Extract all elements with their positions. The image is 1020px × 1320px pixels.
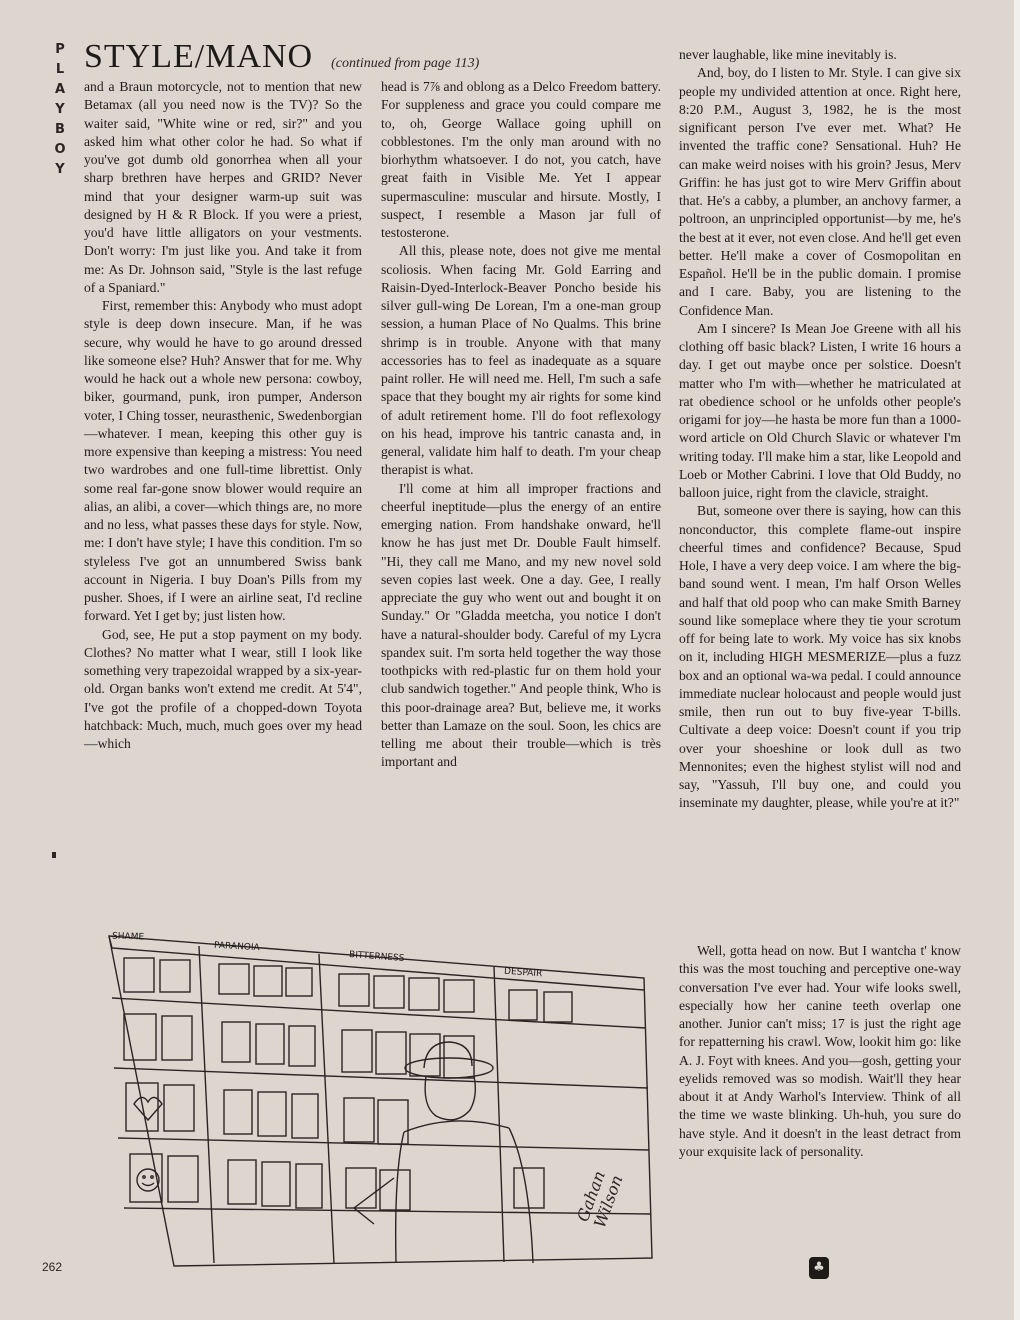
arm [354, 1178, 394, 1224]
paragraph: God, see, He put a stop payment on my body. Clothes? No matter what I wear, still I look like something very trapezoidal wrapped by a six-year-old. Organ banks won't extend me credit. At 5'4", I've got the profile of a chopped-down Toyota hatchback: Much, much, much goes over my head—which [84, 626, 362, 751]
margin-tick [52, 852, 56, 858]
paragraph: All this, please note, does not give me mental scoliosis. When facing Mr. Gold Earring and Raisin-Dyed-Interlock-Beaver Poncho beside his silver gull-wing De Lorean, I'm a one-man group session, a human Place of No Qualms. This brine shrimp is in trouble. Anyone with that many accessories has to feel as inadequate as a square paint roller. He will need me. Hell, I'm such a safe space that they bought my air rights for some kind of adult retirement home. I'll do foot reflexology on his head, improve his tantric canasta and, in general, validate him half to death. I'm your cheap therapist is what. [381, 243, 661, 478]
paragraph: I'll come at him all improper fractions and cheerful ineptitude—plus the energy of an entire emerging nation. From handshake onward, he'll know he has just met Dr. Double Fault himself. "Hi, they call me Mano, and my new novel sold seven copies last week. One a day. Gee, I really appreciate the guy who went out and bought it on Sunday." Or "Gladda meetcha, you notice I don't have a natural-shoulder body. Careful of my Lycra spandex suit. I'm sorta held together the way those toothpicks with red-plastic fur on them hold your club sandwich together." And people think, Who is this poor-drainage area? But, believe me, it works better than Lamaze on the soul. Soon, les chics are telling me about their trouble—which is très important and [381, 480, 661, 770]
paragraph: Am I sincere? Is Mean Joe Greene with all his clothing off basic black? Listen, I write 16 hours a day. I get out maybe once per solstice. Doesn't matter who I'm with—whether he matriculated at rat obedience school or he unfolds other people's origami for joy—he hasta be more fun than a 1000-word article on Old Church Slavic or whatever I'm writing today. I'll make him a star, like Leopold and Loeb or Mother Cabrini. I love that Old Buddy, no balloon juice, right from the clavicle, straight. [679, 320, 961, 500]
article-header [84, 38, 479, 82]
side-title-letter: B [55, 122, 65, 137]
paragraph: never laughable, like mine inevitably is. [679, 47, 897, 62]
coat [396, 1128, 533, 1263]
end-mark-icon: ♣ [809, 1257, 829, 1279]
article-title: STYLE/MANO [84, 38, 314, 75]
text-column-3 [679, 46, 961, 813]
shelf-board [124, 1208, 650, 1214]
cartoon-sign-2: PARANOIA [213, 940, 260, 954]
shelf-divider [319, 954, 334, 1264]
side-title-letter: Y [55, 102, 65, 117]
paragraph: and a Braun motorcycle, not to mention that new Betamax (all you need now is the TV)? So the waiter said, "White wine or red, sir?" and you asked him what other color he had. So what if you've got dumb old gonorrhea when all your sharp brethren have herpes and GRID? Never mind that your designer warm-up suit was designed by H & R Block. If you were a priest, you'd have little alligators on your vestments. Don't worry: I'm just like you. And take it from me: As Dr. Johnson said, "Style is the last refuge of a Spaniard." [84, 79, 362, 295]
cartoon-sign-1: SHAME [111, 931, 145, 943]
text-column-3-continued [679, 942, 961, 1161]
paragraph: Well, gotta head on now. But I wantcha t' know this was the most touching and perceptive one-way conversation I've ever had. Your wife looks swell, especially how her canine teeth overlap one another. Junior can't miss; 17 is just the right age for repatterning his crawl. Wow, lookit him go: like A. J. Foyt with knees. And you—gosh, getting your eyelids removed was so modish. Wait'll they hear about it at Andy Warhol's Interview. Think of all the time we waste blinking. Uh-huh, you sure do have style. And it doesn't in the least detract from your exquisite lack of personality. [679, 943, 961, 1159]
cartoonist-signature: Gahan Wilson [573, 1168, 627, 1231]
text-column-1 [84, 78, 362, 753]
page-number: 262 [42, 1260, 63, 1274]
hat-brim [405, 1058, 493, 1078]
shelf-drawing [104, 918, 664, 1278]
cartoon-sign-4: DESPAIR [503, 966, 543, 980]
side-title-letter: A [54, 82, 66, 97]
continued-note: (continued from page 113) [331, 56, 480, 71]
paragraph: head is 7⅞ and oblong as a Delco Freedom battery. For suppleness and grace you could compare me to, oh, George Wallace going uphill on cobblestones. I'm the only man around with no biorhythm whatsoever. I do not, you catch, have great faith in Visible Me. Yet I appear supermasculine: muscular and hirsute. Mostly, I suspect, I resemble a Mason jar full of testosterone. [381, 79, 661, 240]
head [425, 1076, 475, 1120]
side-title-letter: L [55, 62, 65, 77]
side-title-letter: O [54, 142, 66, 157]
shelf-divider [199, 946, 214, 1263]
hat-crown [424, 1042, 472, 1068]
paragraph: But, someone over there is saying, how can this nonconductor, this complete flame-out inspire cheerful times and confidence? Because, Spud Hole, I have a very deep voice. I am where the big-band sound went. I mean, I'm half Orson Welles and half that old poop who can make Smith Barney sound like someplace where they tie your scrotum off for being late to work. My voice has six knobs on it, including HIGH MESMERIZE—plus a fuzz box and an optional wa-wa pedal. I could announce immediate nuclear holocaust and people would just smile, then run out to buy five-year T-bills. Cultivate a deep voice: Doesn't count if you trip over your shoeshine or look dull as two Mennonites; even the highest stylist will nod and say, "Yassuh, I'll buy one, and could you inseminate my daughter, please, while you're at it?" [679, 503, 961, 811]
page-edge [1014, 0, 1020, 1320]
paragraph: First, remember this: Anybody who must adopt style is deep down insecure. Man, if he was secure, why would he have to go around dressed like someone else? Huh? Answer that for me. Why would he hack out a whole new persona: cowboy, biker, gourmand, punk, iron pumper, Anderson voter, I Ching tosser, neurasthenic, Swedenborgian—whatever. I mean, keeping this other guy is more expensive than keeping a mistress: You need two wardrobes and one full-time librettist. Only some real far-gone snow blower would require an alias, an alibi, a cover—which things are, no more and no less, what passes these days for style. Now, me: I don't have style; I have this condition. I'm so styleless I've got an unnumbered Swiss bank account in Nigeria. I buy Doan's Pills from my pusher. Shoes, if I were an airline seat, I'd recline forward. Yet I get by; just listen how. [84, 298, 362, 624]
cartoon-sign-3: BITTERNESS [348, 950, 405, 964]
shelf-divider [494, 966, 504, 1262]
cartoon-illustration [104, 918, 664, 1278]
paragraph: And, boy, do I listen to Mr. Style. I can give six people my undivided attention at once. Right here, 8:20 P.M., August 3, 1982, he is the most significant person I've ever met. What? He invented the traffic cone? Sensational. Huh? He can make weird noises with his groin? Jesus, Merv Griffin: he has just got to wire Merv Griffin about that. He's a cabby, a plumber, an anchovy farmer, a poltroon, an unprincipled opportunist—by me, he's the best at it ever, not even close. And he'll get even better. He'll make a cover of Cosmopolitan en Español. He'll be in the public domain. I promise and I care. Baby, you are listening to the Confidence Man. [679, 65, 961, 318]
text-column-2 [381, 78, 661, 772]
smiley-drawing [137, 1169, 159, 1191]
side-title-letter: P [55, 42, 65, 57]
magazine-side-title [48, 40, 72, 180]
side-title-letter: Y [55, 162, 65, 177]
